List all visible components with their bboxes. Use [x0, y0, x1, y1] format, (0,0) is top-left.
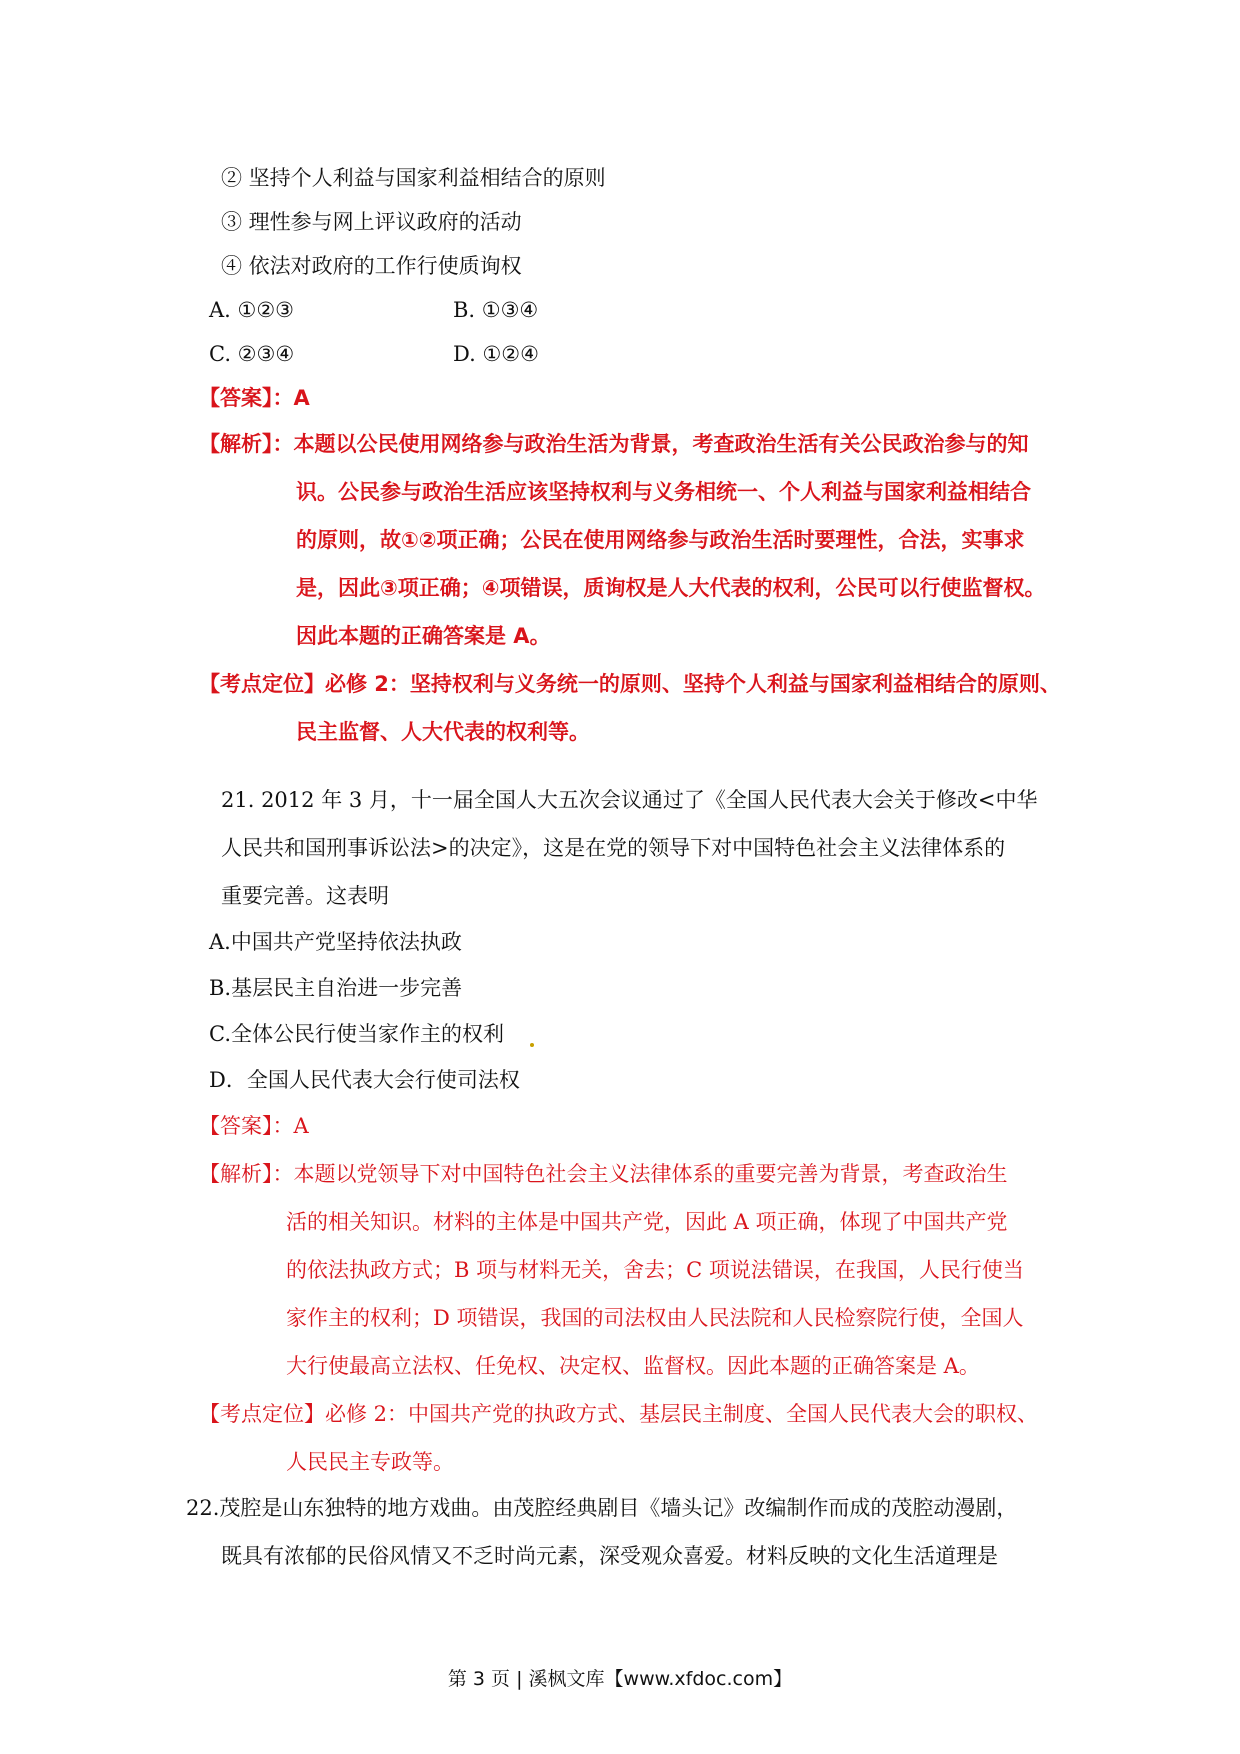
q21-choice-d: D．全国人民代表大会行使司法权: [209, 1068, 520, 1092]
decorative-dot: [530, 1043, 534, 1047]
analysis-label: 【解析】: [199, 432, 273, 456]
q20-analysis-line-3: 的原则，故①②项正确；公民在使用网络参与政治生活时要理性，合法，实事求: [296, 528, 1025, 552]
q21-stem-line-3: 重要完善。这表明: [221, 884, 389, 908]
q21-analysis-line-5: 大行使最高立法权、任免权、决定权、监督权。因此本题的正确答案是 A。: [286, 1354, 980, 1378]
q20-choice-a: A. ①②③: [209, 298, 294, 322]
q21-choice-c: C.全体公民行使当家作主的权利: [209, 1022, 504, 1046]
q20-analysis-line-5: 因此本题的正确答案是 A。: [296, 624, 551, 648]
page-footer: 第 3 页 | 溪枫文库【www.xfdoc.com】: [447, 1668, 793, 1690]
answer-label: 【答案】: [199, 386, 273, 410]
q20-choice-c: C. ②③④: [209, 342, 295, 366]
q20-choice-d: D. ①②④: [453, 342, 539, 366]
q20-option-2: ② 坚持个人利益与国家利益相结合的原则: [221, 166, 606, 190]
q20-kaodian-line-2: 民主监督、人大代表的权利等。: [296, 720, 590, 744]
kaodian-text: 必修 2：中国共产党的执政方式、基层民主制度、全国人民代表大会的职权、: [325, 1402, 1039, 1426]
q20-analysis-line-2: 识。公民参与政治生活应该坚持权利与义务相统一、个人利益与国家利益相结合: [296, 480, 1031, 504]
q20-analysis-line-4: 是，因此③项正确；④项错误，质询权是人大代表的权利，公民可以行使监督权。: [296, 576, 1046, 600]
q21-analysis-line-3: 的依法执政方式；B 项与材料无关，舍去；C 项说法错误，在我国，人民行使当: [286, 1258, 1024, 1282]
q21-stem-line-2: 人民共和国刑事诉讼法>的决定》，这是在党的领导下对中国特色社会主义法律体系的: [221, 836, 1006, 860]
q20-kaodian-line-1: [199, 670, 1061, 698]
q21-choice-a: A.中国共产党坚持依法执政: [209, 930, 462, 954]
q21-kaodian-line-2: 人民民主专政等。: [286, 1450, 454, 1474]
analysis-text: ：本题以党领导下对中国特色社会主义法律体系的重要完善为背景，考查政治生: [272, 1162, 1008, 1186]
q21-choice-b: B.基层民主自治进一步完善: [209, 976, 463, 1000]
q20-choice-b: B. ①③④: [453, 298, 539, 322]
q21-analysis-line-1: [199, 1160, 1008, 1188]
analysis-label: 【解析】: [199, 1162, 273, 1186]
q20-analysis-line-1: [199, 430, 1029, 458]
answer-label: 【答案】: [199, 1114, 273, 1138]
answer-value: ：A: [272, 386, 310, 410]
kaodian-label: 【考点定位】: [199, 1402, 325, 1426]
kaodian-label: 【考点定位】: [199, 672, 325, 696]
q22-stem-line-2: 既具有浓郁的民俗风情又不乏时尚元素，深受观众喜爱。材料反映的文化生活道理是: [221, 1544, 998, 1568]
answer-value: ：A: [272, 1114, 309, 1138]
q20-option-3: ③ 理性参与网上评议政府的活动: [221, 210, 522, 234]
q20-answer: [199, 384, 310, 412]
q20-option-4: ④ 依法对政府的工作行使质询权: [221, 254, 522, 278]
q21-kaodian-line-1: [199, 1400, 1038, 1428]
q21-analysis-line-2: 活的相关知识。材料的主体是中国共产党，因此 A 项正确，体现了中国共产党: [286, 1210, 1008, 1234]
q21-answer: [199, 1112, 309, 1140]
q21-analysis-line-4: 家作主的权利；D 项错误，我国的司法权由人民法院和人民检察院行使，全国人: [286, 1306, 1024, 1330]
analysis-text: ：本题以公民使用网络参与政治生活为背景，考查政治生活有关公民政治参与的知: [272, 432, 1029, 456]
q21-stem-line-1: 21. 2012 年 3 月，十一届全国人大五次会议通过了《全国人民代表大会关于修改<中华: [221, 788, 1038, 812]
kaodian-text: 必修 2：坚持权利与义务统一的原则、坚持个人利益与国家利益相结合的原则、: [325, 672, 1061, 696]
q22-stem-line-1: 22.茂腔是山东独特的地方戏曲。由茂腔经典剧目《墙头记》改编制作而成的茂腔动漫剧，: [186, 1496, 1018, 1520]
